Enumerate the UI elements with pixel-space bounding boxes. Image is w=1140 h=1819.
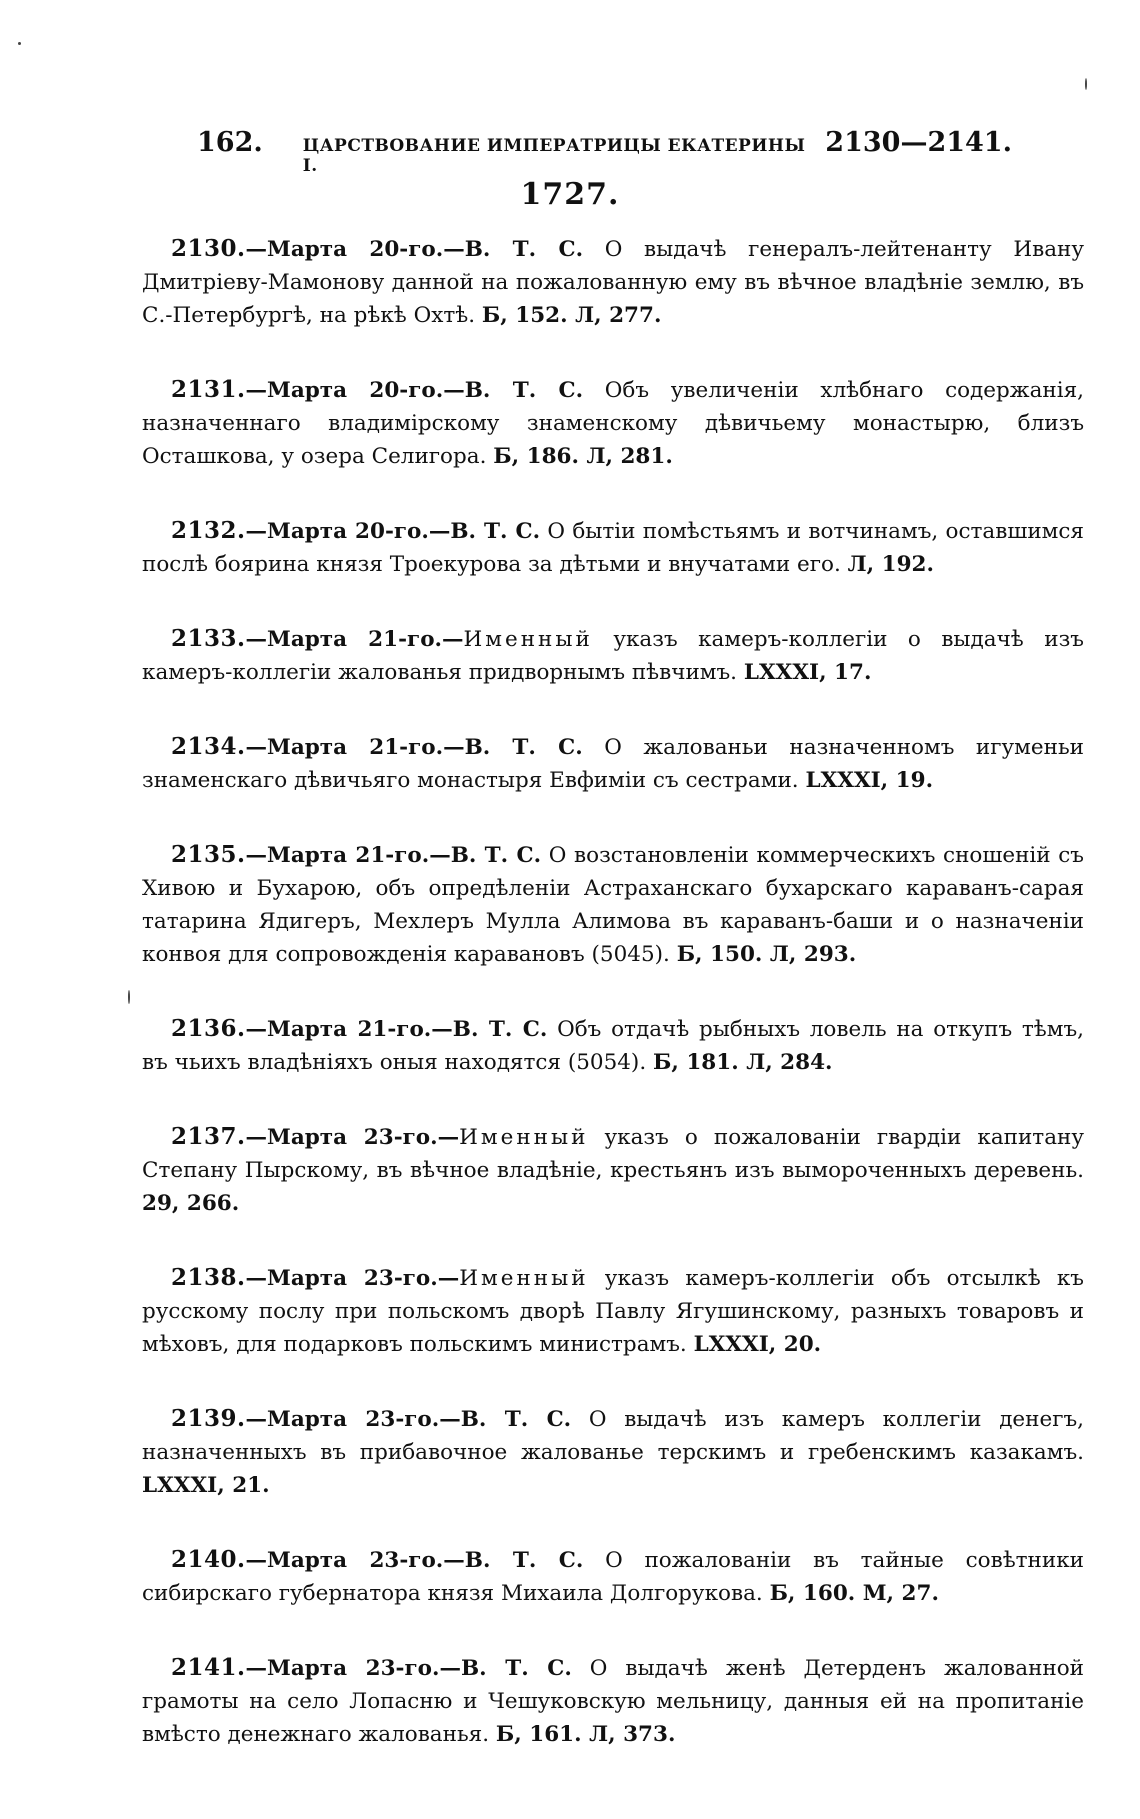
entry-2130 [142, 232, 1084, 332]
entry-source: Б, 186. Л, 281. [493, 444, 673, 469]
entry-date: —Марта 21-го.—В. Т. С. [245, 735, 583, 760]
scan-speck [128, 990, 130, 1004]
entry-number: 2132. [171, 517, 246, 544]
entry-number: 2130. [171, 235, 246, 262]
entry-date: —Марта 20-го.—В. Т. С. [245, 378, 584, 403]
entry-source: LXXXI, 19. [805, 768, 934, 793]
entry-text: Объ отдачѣ рыбныхъ ловель на откупъ тѣмъ, въ чьихъ владѣніяхъ оныя находятся (5054). [142, 1017, 1085, 1075]
entry-date: —Марта 21-го.— [245, 627, 464, 652]
entry-date: —Марта 21-го.—В. Т. С. [245, 1017, 548, 1042]
entry-date: —Марта 20-го.—В. Т. С. [245, 237, 584, 262]
entry-text: О бытіи помѣстьямъ и вотчинамъ, оставшимся послѣ боярина князя Троекурова за дѣтьми и внучатами его. [142, 519, 1084, 577]
entry-text: указъ камеръ-коллегіи о выдачѣ изъ камеръ-коллегіи жалованья придворнымъ пѣвчимъ. [142, 627, 1084, 685]
entry-2141 [142, 1651, 1084, 1751]
entry-number: 2138. [171, 1264, 246, 1291]
entry-2137 [142, 1120, 1084, 1220]
entry-2139 [142, 1402, 1084, 1502]
running-header [197, 127, 1012, 176]
entry-date: —Марта 23-го.—В. Т. С. [245, 1407, 572, 1432]
entry-text: О пожалованіи въ тайные совѣтники сибирскаго губернатора князя Михаила Долгорукова. [142, 1548, 1084, 1606]
entry-number: 2133. [171, 625, 246, 652]
scan-speck [1085, 78, 1087, 90]
entry-2132 [142, 514, 1084, 581]
entry-date: —Марта 20-го.—В. Т. С. [245, 519, 541, 544]
entry-source: Л, 192. [847, 552, 934, 577]
entry-text: О выдачѣ генералъ-лейтенанту Ивану Дмитріеву-Мамонову данной на пожалованную ему въ вѣчное владѣніе землю, въ С.-Петербургѣ, на рѣкѣ Охтѣ. [142, 237, 1084, 328]
entry-date: —Марта 23-го.—В. Т. С. [245, 1656, 572, 1681]
entry-number: 2137. [171, 1123, 246, 1150]
entry-source: Б, 152. Л, 277. [481, 303, 662, 328]
entry-date: —Марта 23-го.—В. Т. С. [245, 1548, 584, 1573]
entries-list [142, 232, 1084, 1792]
entry-text: О жалованьи назначенномъ игуменьи знаменскаго дѣвичьяго монастыря Евфиміи съ сестрами. [142, 735, 1084, 793]
entry-source: Б, 161. Л, 373. [495, 1722, 676, 1747]
entry-decree-kind: Именный [463, 627, 593, 652]
entry-text: указъ о пожалованіи гвардіи капитану Степану Пырскому, въ вѣчное владѣніе, крестьянъ изъ вымороченныхъ деревень. [142, 1125, 1084, 1183]
entry-text: О выдачѣ изъ камеръ коллегіи денегъ, назначенныхъ въ прибавочное жалованье терскимъ и гребенскимъ казакамъ. [142, 1407, 1084, 1465]
entry-source: Б, 150. Л, 293. [676, 942, 857, 967]
entry-number: 2141. [171, 1654, 246, 1681]
entry-text: О возстановленіи коммерческихъ сношеній съ Хивою и Бухарою, объ опредѣленіи Астраханскаго бухарскаго караванъ-сарая татарина Ядигеръ, Мехлеръ Мулла Алимова въ караванъ-баши и о назначеніи конвоя для сопровожденія каравановъ (5045). [142, 843, 1084, 967]
entry-source: LXXXI, 21. [142, 1473, 270, 1498]
entry-range: 2130—2141. [825, 127, 1012, 158]
year-heading: 1727. [520, 177, 620, 212]
entry-number: 2136. [171, 1015, 246, 1042]
entry-source: LXXXI, 17. [743, 660, 872, 685]
entry-2131 [142, 373, 1084, 473]
entry-2133 [142, 622, 1084, 689]
running-title: ЦАРСТВОВАНИЕ ИМПЕРАТРИЦЫ ЕКАТЕРИНЫ I. [302, 136, 806, 176]
entry-date: —Марта 21-го.—В. Т. С. [245, 843, 542, 868]
entry-2136 [142, 1012, 1084, 1079]
entry-2134 [142, 730, 1084, 797]
entry-number: 2140. [171, 1546, 246, 1573]
entry-number: 2134. [171, 733, 246, 760]
entry-2138 [142, 1261, 1084, 1361]
entry-text: указъ камеръ-коллегіи объ отсылкѣ къ русскому послу при польскомъ дворѣ Павлу Ягушинскому, разныхъ товаровъ и мѣховъ, для подарковъ польскимъ министрамъ. [142, 1266, 1084, 1357]
entry-2135 [142, 838, 1084, 971]
page-number: 162. [197, 127, 263, 158]
entry-source: Б, 181. Л, 284. [653, 1050, 833, 1075]
scan-speck [18, 42, 21, 45]
entry-text: О выдачѣ женѣ Детерденъ жалованной грамоты на село Лопасню и Чешуковскую мельницу, данныя ей на пропитаніе вмѣсто денежнаго жалованья. [142, 1656, 1084, 1747]
entry-text: Объ увеличеніи хлѣбнаго содержанія, назначеннаго владимірскому знаменскому дѣвичьему монастырю, близъ Осташкова, у озера Селигора. [142, 378, 1084, 469]
entry-decree-kind: Именный [459, 1125, 589, 1150]
entry-decree-kind: Именный [459, 1266, 589, 1291]
entry-number: 2131. [171, 376, 246, 403]
entry-number: 2135. [171, 841, 246, 868]
entry-source: 29, 266. [142, 1191, 240, 1216]
entry-date: —Марта 23-го.— [245, 1125, 460, 1150]
entry-number: 2139. [171, 1405, 246, 1432]
entry-2140 [142, 1543, 1084, 1610]
entry-source: Б, 160. М, 27. [769, 1581, 939, 1606]
entry-source: LXXXI, 20. [693, 1332, 822, 1357]
entry-date: —Марта 23-го.— [245, 1266, 460, 1291]
